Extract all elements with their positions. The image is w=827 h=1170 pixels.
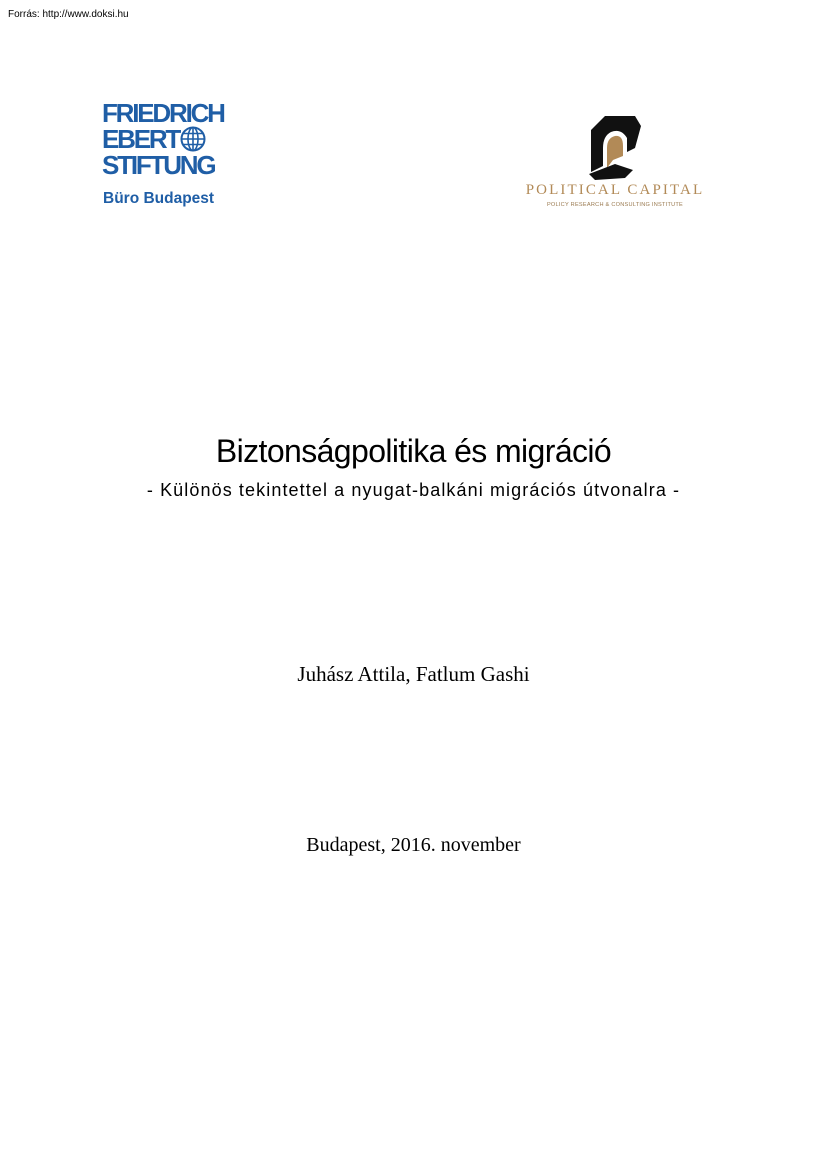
document-authors: Juhász Attila, Fatlum Gashi [297,662,530,686]
friedrich-ebert-stiftung-logo [102,100,242,212]
document-subtitle: - Különös tekintettel a nyugat-balkáni migrációs útvonalra - [146,480,681,500]
political-capital-logo [515,104,715,214]
document-place-date: Budapest, 2016. november [306,834,521,856]
fes-office-label: Büro Budapest [103,190,215,207]
political-capital-emblem-icon [585,108,643,180]
source-line: Forrás: http://www.doksi.hu [8,9,129,20]
fes-logo-line-2: EBERT [102,124,180,154]
document-title: Biztonságpolitika és migráció [215,433,612,469]
globe-icon [180,126,206,152]
fes-logo-line-1: FRIEDRICH [102,98,224,128]
political-capital-name: POLITICAL CAPITAL [525,182,705,198]
fes-logo-line-3: STIFTUNG [102,150,215,180]
political-capital-tagline: POLICY RESEARCH & CONSULTING INSTITUTE [546,202,684,208]
